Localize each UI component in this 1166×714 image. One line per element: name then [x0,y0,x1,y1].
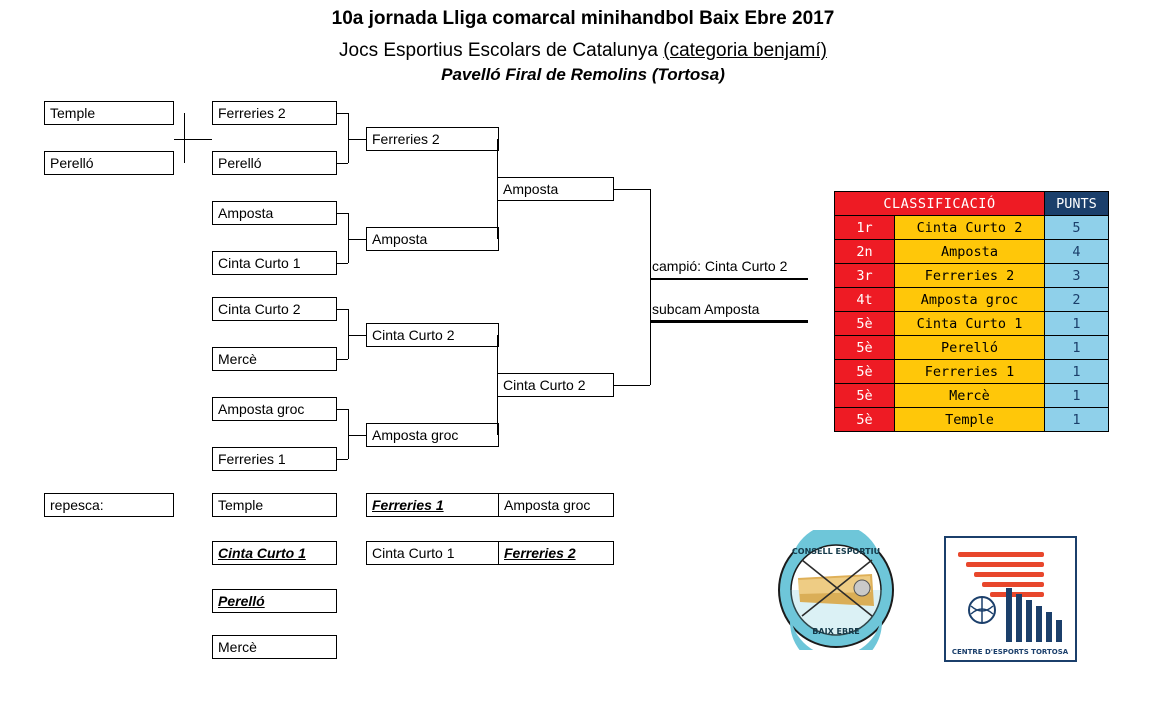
row-points: 5 [1045,216,1109,240]
connector [497,139,498,239]
connector [184,113,185,163]
row-points: 4 [1045,240,1109,264]
consell-esportiu-baix-ebre-logo [776,530,896,650]
table-header-row [835,192,1109,216]
repesca-match2-home[interactable]: Cinta Curto 1 [366,541,499,565]
row-team: Amposta groc [895,288,1045,312]
table-row [835,264,1109,288]
bracket-box-r1b-3[interactable]: Amposta [212,201,337,225]
row-position: 5è [835,408,895,432]
connector [348,139,366,140]
subtitle-plain: Jocs Esportius Escolars de Catalunya [339,40,664,61]
row-position: 5è [835,312,895,336]
connector [614,385,650,386]
bracket-box-r2-3[interactable]: Cinta Curto 2 [366,323,499,347]
row-points: 2 [1045,288,1109,312]
bracket-box-r2-4[interactable]: Amposta groc [366,423,499,447]
repesca-match1-home[interactable]: Ferreries 1 [366,493,499,517]
repesca-match1-away[interactable]: Amposta groc [498,493,614,517]
page-venue: Pavelló Firal de Remolins (Tortosa) [441,65,725,84]
logo-top-text: CONSELL ESPORTIU [791,547,881,556]
row-points: 1 [1045,360,1109,384]
repesca-box-2[interactable]: Cinta Curto 1 [212,541,337,565]
runnerup-label: subcam Amposta [652,301,760,317]
connector [337,163,348,164]
connector [337,263,348,264]
bracket-box-r2-1[interactable]: Ferreries 2 [366,127,499,151]
centre-desports-tortosa-logo [944,536,1077,662]
table-row [835,312,1109,336]
row-team: Temple [895,408,1045,432]
bracket-box-r1b-6[interactable]: Mercè [212,347,337,371]
classification-header: CLASSIFICACIÓ [835,192,1045,216]
connector [337,309,348,310]
repesca-box-4[interactable]: Mercè [212,635,337,659]
bracket-box-r1-2[interactable]: Perelló [44,151,174,175]
row-team: Ferreries 2 [895,264,1045,288]
row-points: 1 [1045,384,1109,408]
bracket-box-semi-1[interactable]: Amposta [497,177,614,201]
connector [614,189,650,190]
connector [348,213,349,263]
table-row [835,336,1109,360]
row-team: Perelló [895,336,1045,360]
page-title: 10a jornada Lliga comarcal minihandbol Baix Ebre 2017 [331,8,835,29]
repesca-box-3[interactable]: Perelló [212,589,337,613]
connector [174,139,212,140]
connector [348,309,349,359]
row-points: 1 [1045,408,1109,432]
row-team: Cinta Curto 2 [895,216,1045,240]
bracket-box-r1b-1[interactable]: Ferreries 2 [212,101,337,125]
row-team: Mercè [895,384,1045,408]
connector [348,335,366,336]
connector [337,459,348,460]
row-points: 1 [1045,312,1109,336]
table-row [835,384,1109,408]
classification-table [834,191,1109,432]
row-position: 3r [835,264,895,288]
connector [348,409,349,459]
row-position: 5è [835,336,895,360]
bracket-box-semi-2[interactable]: Cinta Curto 2 [497,373,614,397]
table-row [835,408,1109,432]
repesca-box-1[interactable]: Temple [212,493,337,517]
table-row [835,216,1109,240]
bracket-box-r1b-8[interactable]: Ferreries 1 [212,447,337,471]
connector [348,239,366,240]
connector [650,189,651,385]
runnerup-underline [650,320,808,323]
repesca-label-box: repesca: [44,493,174,517]
bracket-box-r1-1[interactable]: Temple [44,101,174,125]
row-position: 4t [835,288,895,312]
row-points: 3 [1045,264,1109,288]
connector [337,409,348,410]
table-row [835,288,1109,312]
logo-caption: CENTRE D'ESPORTS TORTOSA [951,648,1069,656]
bracket-box-r1b-2[interactable]: Perelló [212,151,337,175]
connector [348,113,349,163]
connector [337,113,348,114]
points-header: PUNTS [1045,192,1109,216]
row-team: Ferreries 1 [895,360,1045,384]
table-row [835,240,1109,264]
connector [337,213,348,214]
bracket-box-r2-2[interactable]: Amposta [366,227,499,251]
row-team: Amposta [895,240,1045,264]
row-position: 5è [835,360,895,384]
row-points: 1 [1045,336,1109,360]
logo-bottom-text: BAIX EBRE [812,627,860,636]
connector [497,335,498,435]
champion-underline [650,278,808,280]
row-team: Cinta Curto 1 [895,312,1045,336]
row-position: 1r [835,216,895,240]
repesca-match2-away[interactable]: Ferreries 2 [498,541,614,565]
row-position: 5è [835,384,895,408]
page-subtitle [0,40,1166,62]
bracket-box-r1b-5[interactable]: Cinta Curto 2 [212,297,337,321]
bracket-box-r1b-4[interactable]: Cinta Curto 1 [212,251,337,275]
bracket-box-r1b-7[interactable]: Amposta groc [212,397,337,421]
connector [348,435,366,436]
connector [337,359,348,360]
champion-label: campió: Cinta Curto 2 [652,258,788,274]
table-row [835,360,1109,384]
row-position: 2n [835,240,895,264]
subtitle-category: (categoria benjamí) [663,40,827,61]
